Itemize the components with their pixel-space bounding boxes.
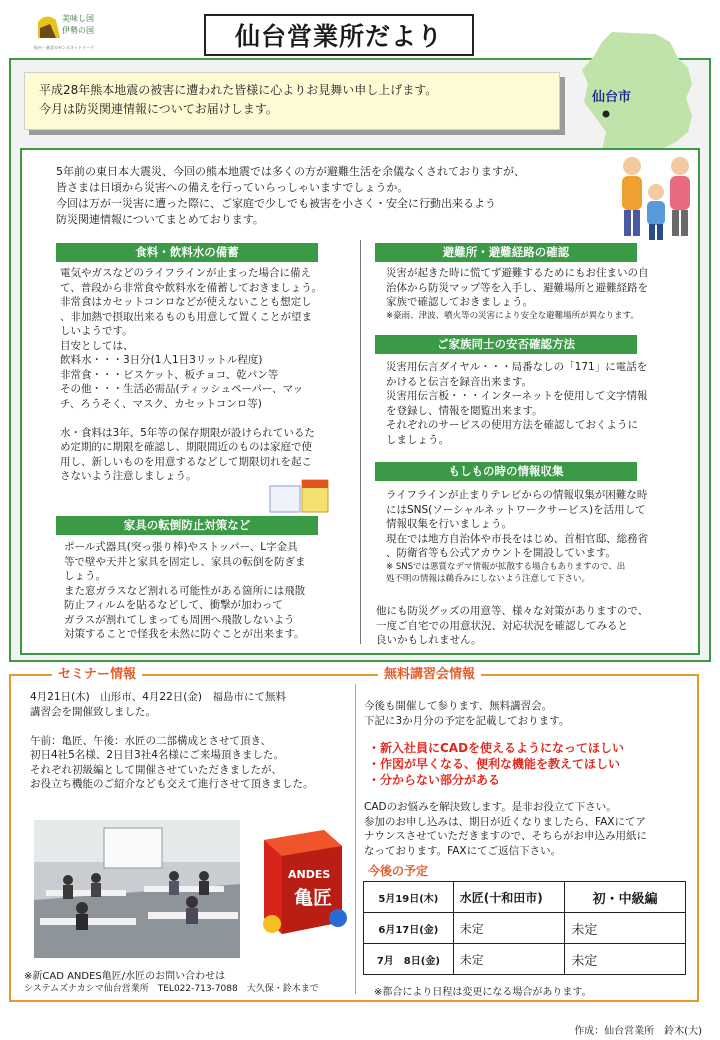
evac-line: 災害が起きた時に慌てず避難するためにもお住まいの自 xyxy=(386,267,649,279)
food-line: 電気やガスなどのライフラインが止まった場合に備え xyxy=(60,267,312,279)
family-line: 災害用伝言ダイヤル・・・局番なしの「171」に電話を xyxy=(386,361,648,373)
seminar-line: 講習会を開催致しました。 xyxy=(30,705,156,718)
seminar-line: 初日4社5名様、2日目3社4名様にご来場頂きました。 xyxy=(30,749,284,761)
logo-line1: 美味し国 xyxy=(62,14,94,23)
food-line: 非常食はカセットコンロなどが使えないことも想定し xyxy=(60,296,312,308)
course-bullet: ・作図が早くなる、便利な機能を教えてほしい xyxy=(368,757,621,771)
food-line: さないよう注意しましょう。 xyxy=(60,470,197,482)
schedule-date: 7月 8日(金) xyxy=(364,944,454,975)
schedule-row xyxy=(364,913,686,944)
info-line: ライフラインが止まりテレビからの情報収集が困難な時 xyxy=(386,489,648,501)
seminar-heading: セミナー情報 xyxy=(52,666,142,684)
schedule-place: 水匠(十和田市) xyxy=(453,882,565,913)
info-line: にはSNS(ソーシャルネットワークサービス)を活用して xyxy=(386,503,646,516)
food-line: その他・・・生活必需品(ティッシュペーパー、マッ xyxy=(60,383,304,395)
food-line: 非常食・・・ビスケット、板チョコ、乾パン等 xyxy=(60,368,279,381)
product-name: 亀匠 xyxy=(294,887,333,909)
schedule-date: 5月19日(木) xyxy=(364,882,454,913)
water-bottle-illustration xyxy=(264,476,334,516)
seminar-contact xyxy=(24,970,354,996)
evac-note: ※豪雨、津波、噴火等の災害により安全な避難場所が異なります。 xyxy=(386,310,639,321)
family-line: しましょう。 xyxy=(386,433,449,446)
furniture-heading: 家具の転倒防止対策など xyxy=(56,516,318,535)
contact-line1: ※新CAD ANDES亀匠/水匠のお問い合わせは xyxy=(24,971,226,982)
seminar-line xyxy=(30,719,352,734)
schedule-level: 未定 xyxy=(565,913,686,944)
food-heading: 食料・飲料水の備蓄 xyxy=(56,243,318,262)
intro-text xyxy=(56,164,596,228)
water-icon xyxy=(264,476,334,516)
seminar-line: 4月21日(木) 山形市、4月22日(金) 福島市にて無料 xyxy=(30,691,286,703)
furniture-line: ポール式器具(突っ張り棒)やストッパー、L字金具 xyxy=(64,541,298,553)
info-note: ※ SNSでは悪質なデマ情報が拡散する場合もありますので、出 xyxy=(386,561,626,572)
schedule-place: 未定 xyxy=(453,944,565,975)
logo-sub: 仙台・東北のゼンホネットワーク xyxy=(34,45,94,50)
intro-line: 皆さまは日頃から災害への備えを行っていらっしゃいますでしょうか。 xyxy=(56,181,409,194)
notice-box xyxy=(24,72,560,130)
seminar-line: お役立ち機能のご紹介なども交えて進行させて頂きました。 xyxy=(30,778,314,790)
info-body xyxy=(386,488,696,585)
course-after-line: CADのお悩みを解決致します。是非お役立て下さい。 xyxy=(364,801,617,813)
course-after-line: ナウンスさせていただきますので、そちらがお申込み用紙に xyxy=(364,830,647,842)
closing-body xyxy=(376,604,696,648)
info-line: 、防衛省等も公式アカウントを開設しています。 xyxy=(386,547,617,559)
food-line: 用し、新しいものを用意するなどして期限切れを起こ xyxy=(60,455,312,468)
company-logo xyxy=(30,8,128,54)
schedule-row xyxy=(364,944,686,975)
course-line: 下記に3か月分の予定を記載しております。 xyxy=(364,714,570,727)
food-body xyxy=(60,266,360,484)
intro-line: 防災関連情報についてまとめております。 xyxy=(56,213,264,226)
course-bullets xyxy=(368,740,698,788)
column-divider xyxy=(360,240,361,644)
schedule-row xyxy=(364,882,686,913)
map-city-label: 仙台市 xyxy=(592,90,632,105)
evac-line: 治体から防災マップ等を入手し、避難場所と避難経路を xyxy=(386,281,649,294)
furniture-line: 等で壁や天井と家具を固定し、家具の転倒を防ぎま xyxy=(64,555,306,568)
food-line: め定期的に期限を確認し、期限間近のものは家庭で使 xyxy=(60,441,312,453)
info-heading: もしもの時の情報収集 xyxy=(375,462,637,481)
family-line: を登録し、情報を閲覧出来ます。 xyxy=(386,404,543,417)
intro-line: 今回は万が一災害に遭った際に、ご家庭で少しでも被害を小さく・安全に行動出来るよう xyxy=(56,197,496,210)
logo-line2: 伊勢の国 xyxy=(62,26,94,35)
product-box-icon xyxy=(250,826,350,938)
food-line: て、普段から非常食や飲料水を備蓄しておきましょう。 xyxy=(60,281,323,294)
evac-heading: 避難所・避難経路の確認 xyxy=(375,243,637,262)
food-line: 水・食料は3年、5年等の保存期限が設けられているた xyxy=(60,426,315,439)
seminar-photo xyxy=(34,820,240,958)
course-line: 今後も開催して参ります、無料講習会。 xyxy=(364,700,553,712)
closing-line: 一度ご自宅での用意状況、対応状況を確認してみると xyxy=(376,619,628,632)
course-bullet: ・分からない部分がある xyxy=(368,773,501,787)
closing-line: 良いかもしれません。 xyxy=(376,634,482,646)
closing-line: 他にも防災グッズの用意等、様々な対策がありますので、 xyxy=(376,605,649,617)
family-body xyxy=(386,360,696,447)
course-heading: 無料講習会情報 xyxy=(378,666,481,684)
course-body xyxy=(364,699,694,728)
furniture-line: ガラスが割れてしまっても周囲へ飛散しないよう xyxy=(64,613,295,626)
furniture-body xyxy=(64,540,360,642)
schedule-title: 今後の予定 xyxy=(368,864,429,878)
family-line: かけると伝言を録音出来ます。 xyxy=(386,375,533,388)
footer-author: 作成：仙台営業所 鈴木(大) xyxy=(574,1026,702,1037)
page-title: 仙台営業所だより xyxy=(234,22,443,51)
food-line: チ、ろうそく、マスク、カセットコンロ等) xyxy=(60,397,262,410)
schedule-table xyxy=(363,881,686,975)
schedule-level: 初・中級編 xyxy=(565,882,686,913)
notice-line1: 平成28年熊本地震の被害に遭われた皆様に心よりお見舞い申し上げます。 xyxy=(39,83,438,97)
food-line: 飲料水・・・3日分(1人1日3リットル程度) xyxy=(60,354,263,366)
schedule-level: 未定 xyxy=(565,944,686,975)
notice-line2: 今月は防災関連情報についてお届けします。 xyxy=(39,102,278,116)
evac-line: 家族で確認しておきましょう。 xyxy=(386,296,533,308)
seminar-divider xyxy=(355,684,356,994)
info-line: 情報収集を行いましょう。 xyxy=(386,518,512,530)
furniture-line: 対策することで怪我を未然に防ぐことが出来ます。 xyxy=(64,628,305,640)
food-line: 、非加熱で摂取出来るものも用意して置くことが望ま xyxy=(60,310,312,323)
family-illustration xyxy=(614,152,698,244)
intro-line: 5年前の東日本大震災、今回の熊本地震では多くの方が避難生活を余儀なくされておりますが、 xyxy=(56,165,525,178)
product-package xyxy=(250,826,350,938)
furniture-line: また窓ガラスなど割れる可能性がある箇所には飛散 xyxy=(64,584,306,597)
food-line: しいようです。 xyxy=(60,325,133,337)
schedule-note: ※都合により日程は変更になる場合があります。 xyxy=(374,987,592,998)
course-after xyxy=(364,800,700,858)
schedule-place: 未定 xyxy=(453,913,565,944)
classroom-photo-icon xyxy=(34,820,240,958)
furniture-line: 防止フィルムを貼るなどして、衝撃が加わって xyxy=(64,599,283,611)
product-brand: ANDES xyxy=(288,868,331,881)
page-title-box xyxy=(204,14,474,56)
course-after-line: なっております。FAXにてご返信下さい。 xyxy=(364,844,562,857)
seminar-body xyxy=(30,690,352,792)
course-after-line: 参加のお申し込みは、期日が近くなりましたら、FAXにてア xyxy=(364,815,646,828)
furniture-line: しょう。 xyxy=(64,570,106,582)
seminar-line: それぞれ初級編として開催させていただきましたが、 xyxy=(30,763,282,776)
schedule-date: 6月17日(金) xyxy=(364,913,454,944)
contact-line2: システムズナカシマ仙台営業所 TEL022-713-7088 大久保・鈴木まで xyxy=(24,984,319,994)
city-marker-icon xyxy=(603,111,610,118)
family-icon xyxy=(614,152,698,244)
family-line: 災害用伝言板・・・インターネットを使用して文字情報 xyxy=(386,390,648,402)
food-line xyxy=(60,411,360,426)
family-heading: ご家族同士の安否確認方法 xyxy=(375,335,637,354)
family-line: それぞれのサービスの使用方法を確認しておくように xyxy=(386,419,638,431)
evac-body xyxy=(386,266,696,322)
course-bullet: ・新入社員にCADを使えるようになってほしい xyxy=(368,741,625,755)
logo-mark-icon xyxy=(30,8,128,54)
info-note: 処不明の情報は鵜呑みにしないよう注意して下さい。 xyxy=(386,573,591,584)
info-line: 現在では地方自治体や市長をはじめ、首相官邸、総務省 xyxy=(386,532,649,545)
seminar-line: 午前：亀匠、午後：水匠の二部構成とさせて頂き、 xyxy=(30,734,272,747)
food-line: 目安としては、 xyxy=(60,339,134,352)
